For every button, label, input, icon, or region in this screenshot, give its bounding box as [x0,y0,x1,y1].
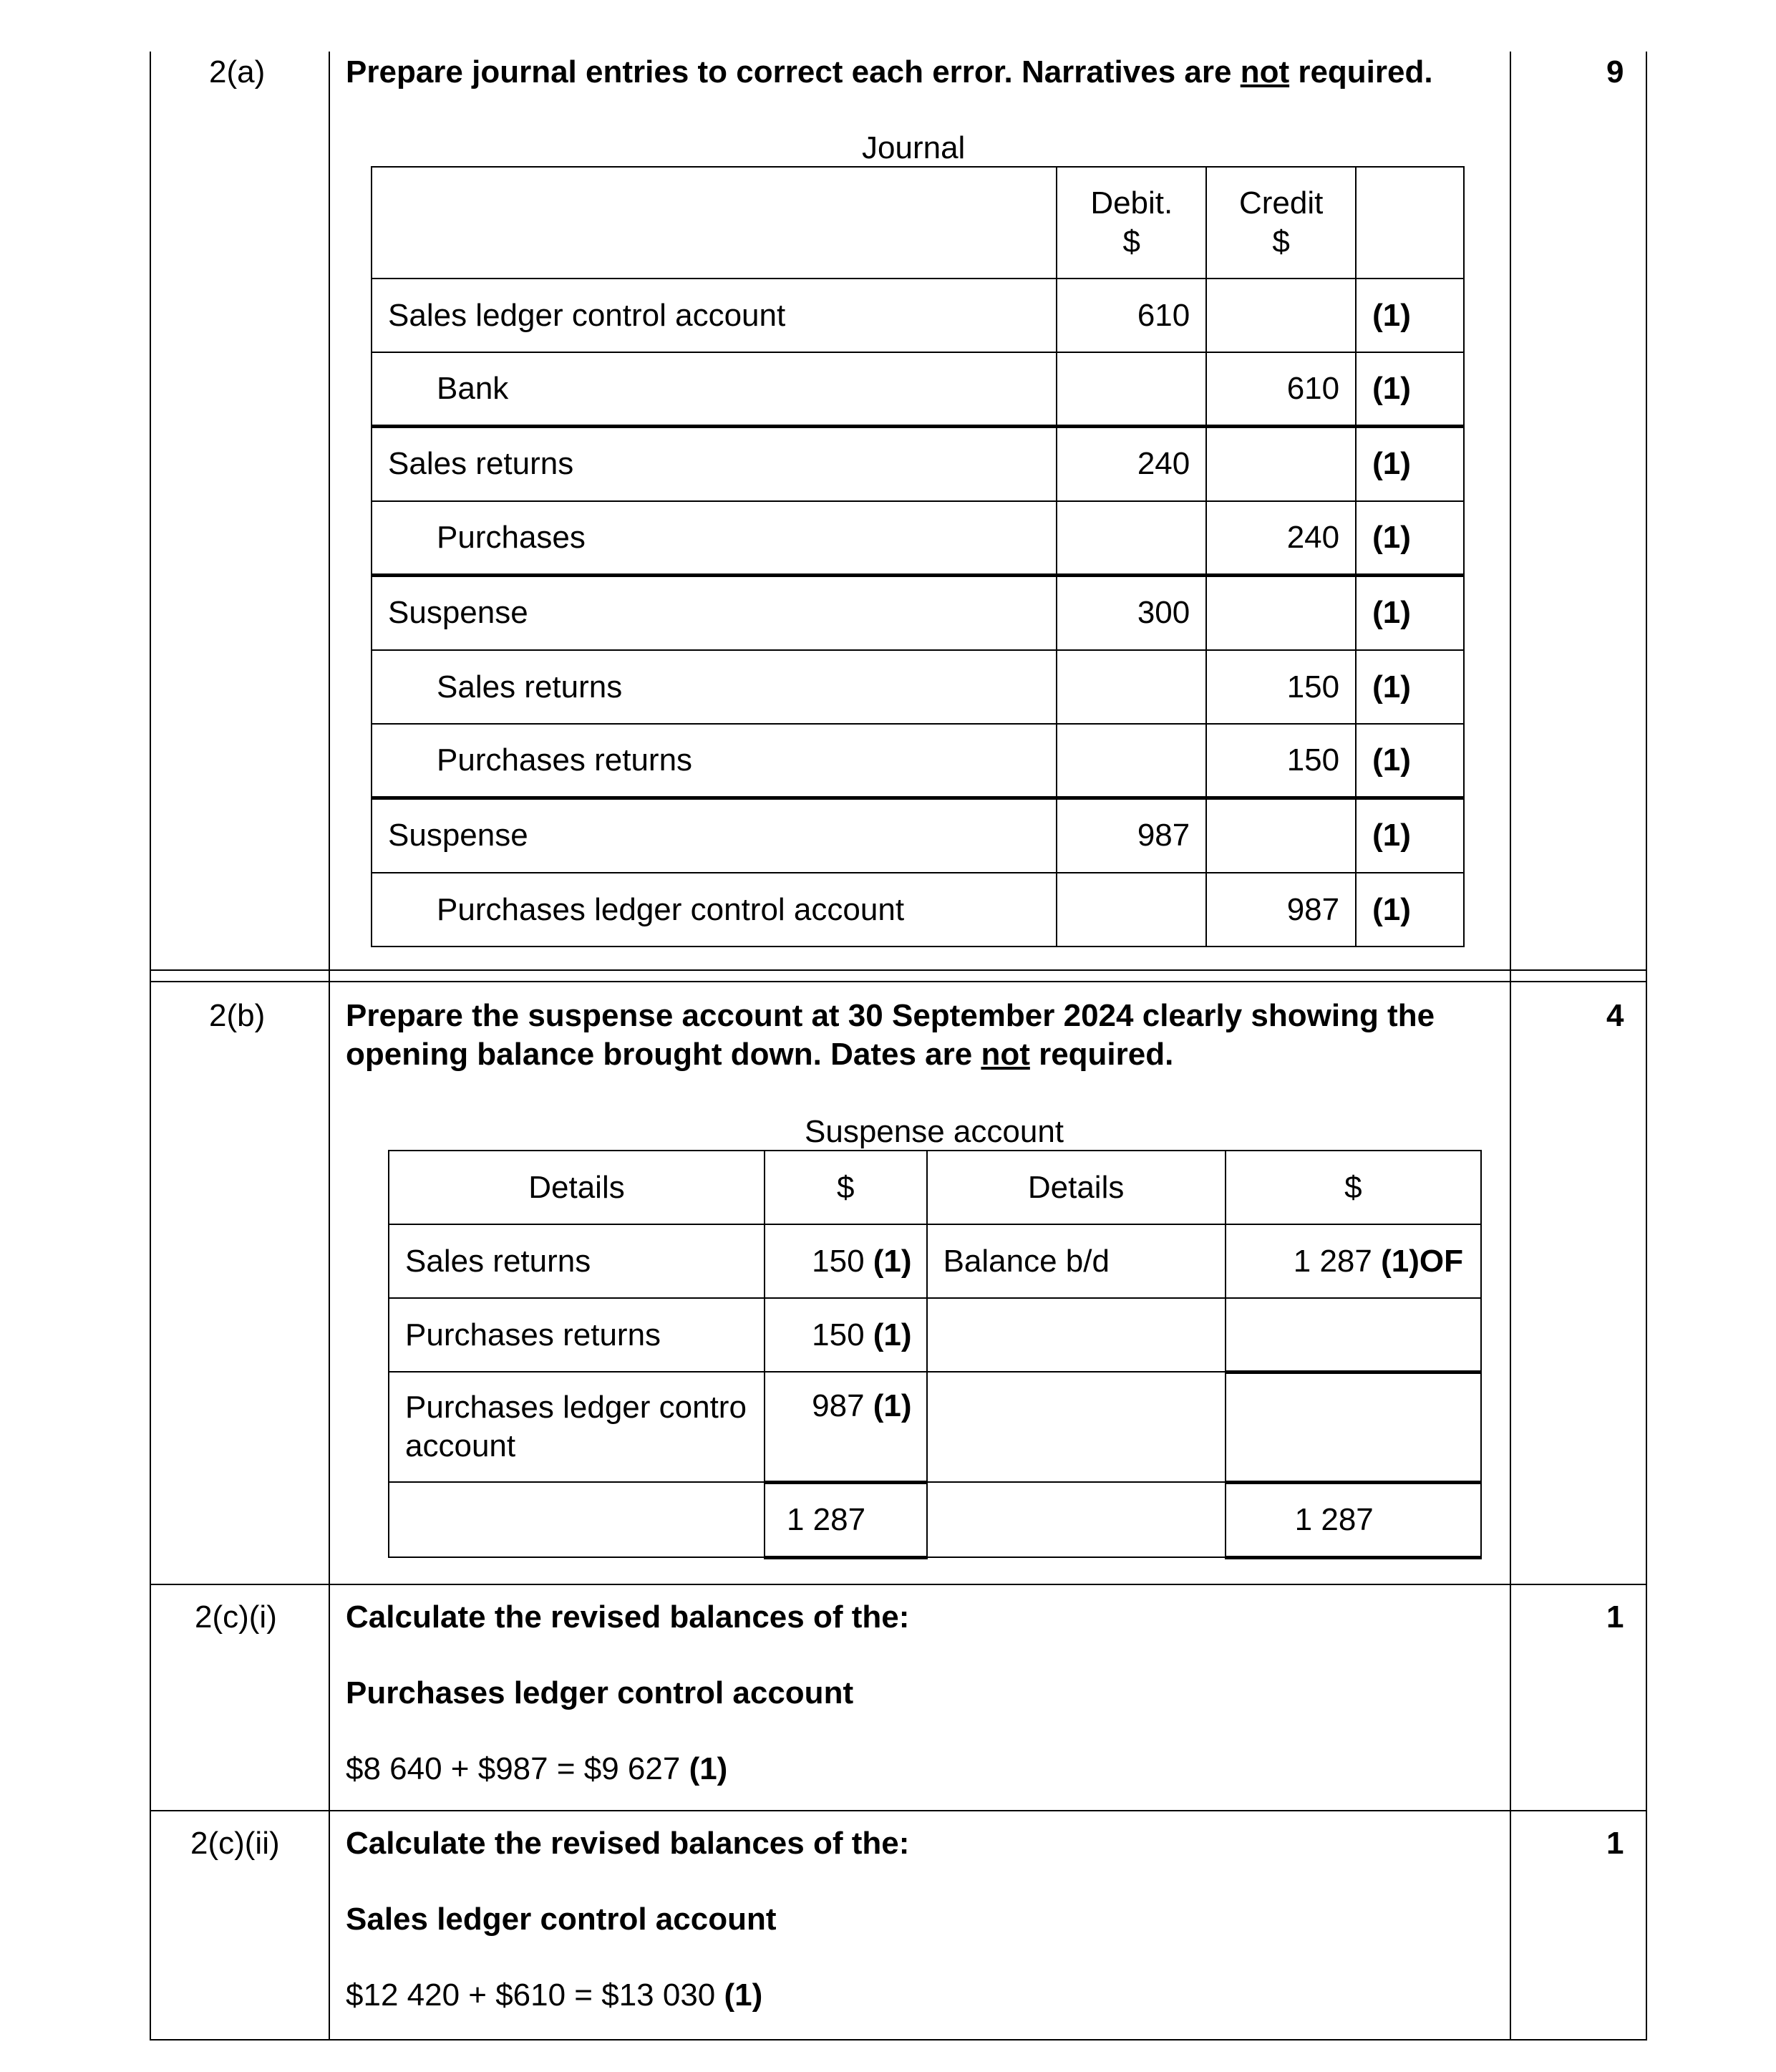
subheading-2ci: Purchases ledger control account [346,1675,854,1710]
question-text-2cii: Calculate the revised balances of the: [346,1826,910,1861]
suspense-account-title: Suspense account [805,1114,1064,1149]
journal-debit: 300 [1057,575,1206,650]
total-left: 1 287 [765,1482,927,1557]
journal-header-mark [1356,167,1464,279]
question-number-2b: 2(b) [209,998,266,1033]
grid-bottom-border [150,2039,1647,2040]
question-number-2cii: 2(c)(ii) [190,1826,280,1861]
journal-credit: 150 [1206,724,1356,798]
row-divider-2b [150,1584,1647,1585]
journal-debit [1057,650,1206,724]
journal-mark: (1) [1356,352,1464,426]
total-details-empty [927,1482,1226,1557]
journal-row [372,426,1464,501]
journal-account: Purchases ledger control account [372,873,1057,947]
credit-amount: 1 287 (1)OF [1226,1224,1481,1298]
journal-debit: 987 [1057,798,1206,873]
journal-debit [1057,873,1206,947]
journal-header-credit: Credit $ [1206,167,1356,279]
journal-mark: (1) [1356,873,1464,947]
grid-col1-divider [329,52,330,2040]
journal-account: Sales returns [372,650,1057,724]
working-2cii: $12 420 + $610 = $13 030 (1) [346,1977,763,2013]
row-divider-2a-bottom [150,981,1647,982]
journal-row [372,501,1464,575]
credit-details-empty [927,1372,1226,1482]
journal-row [372,724,1464,798]
journal-debit [1057,501,1206,575]
journal-debit: 240 [1057,426,1206,501]
header-amount-left: $ [765,1151,927,1224]
total-details-empty [389,1482,765,1557]
journal-header-account [372,167,1057,279]
journal-account: Suspense [372,798,1057,873]
suspense-account-table [388,1150,1482,1559]
debit-amount: 150 (1) [765,1298,927,1372]
journal-header-row [372,167,1464,279]
debit-details: Purchases ledger contro account [389,1372,765,1482]
journal-credit: 150 [1206,650,1356,724]
header-details-right: Details [927,1151,1226,1224]
question-text-2ci: Calculate the revised balances of the: [346,1599,910,1635]
journal-row [372,352,1464,426]
journal-credit [1206,426,1356,501]
journal-mark: (1) [1356,279,1464,352]
journal-account: Purchases [372,501,1057,575]
debit-amount: 987 (1) [765,1372,927,1482]
journal-credit [1206,798,1356,873]
credit-details: Balance b/d [927,1224,1226,1298]
journal-mark: (1) [1356,798,1464,873]
journal-credit [1206,279,1356,352]
suspense-row [389,1298,1481,1372]
grid-col2-divider [1510,52,1511,2040]
journal-title: Journal [862,130,966,165]
debit-amount: 150 (1) [765,1224,927,1298]
credit-amount-empty [1226,1372,1481,1482]
grid-left-border [150,52,151,2040]
working-2ci: $8 640 + $987 = $9 627 (1) [346,1751,728,1786]
marks-2ci: 1 [1606,1599,1624,1635]
question-text-2b: Prepare the suspense account at 30 September 2024 clearly showing the opening balance brought down. Dates are not required. [346,998,1435,1072]
suspense-header-row [389,1151,1481,1224]
question-number-2a: 2(a) [209,54,266,89]
marks-2a: 9 [1606,54,1624,89]
grid-right-border [1646,52,1647,2040]
journal-account: Sales returns [372,426,1057,501]
header-details-left: Details [389,1151,765,1224]
marks-2b: 4 [1606,998,1624,1033]
suspense-total-row [389,1482,1481,1557]
header-amount-right: $ [1226,1151,1481,1224]
journal-account: Suspense [372,575,1057,650]
journal-mark: (1) [1356,724,1464,798]
suspense-row [389,1224,1481,1298]
debit-details: Sales returns [389,1224,765,1298]
row-divider-2ci [150,1810,1647,1811]
journal-credit: 240 [1206,501,1356,575]
journal-row [372,279,1464,352]
debit-details: Purchases returns [389,1298,765,1372]
journal-header-debit: Debit. $ [1057,167,1206,279]
journal-row [372,575,1464,650]
row-divider-2a-top [150,969,1647,971]
subheading-2cii: Sales ledger control account [346,1902,777,1937]
journal-credit [1206,575,1356,650]
journal-credit: 610 [1206,352,1356,426]
question-text-2a: Prepare journal entries to correct each error. Narratives are not required. [346,54,1433,89]
journal-mark: (1) [1356,426,1464,501]
journal-row [372,798,1464,873]
suspense-row [389,1372,1481,1482]
journal-credit: 987 [1206,873,1356,947]
credit-details-empty [927,1298,1226,1372]
journal-account: Sales ledger control account [372,279,1057,352]
question-number-2ci: 2(c)(i) [195,1599,277,1635]
journal-table [371,166,1465,947]
journal-mark: (1) [1356,650,1464,724]
journal-row [372,650,1464,724]
credit-amount-empty [1226,1298,1481,1372]
journal-mark: (1) [1356,501,1464,575]
journal-debit [1057,724,1206,798]
journal-debit: 610 [1057,279,1206,352]
journal-row [372,873,1464,947]
total-right: 1 287 [1226,1482,1481,1557]
journal-account: Bank [372,352,1057,426]
marks-2cii: 1 [1606,1826,1624,1861]
journal-mark: (1) [1356,575,1464,650]
journal-account: Purchases returns [372,724,1057,798]
journal-debit [1057,352,1206,426]
